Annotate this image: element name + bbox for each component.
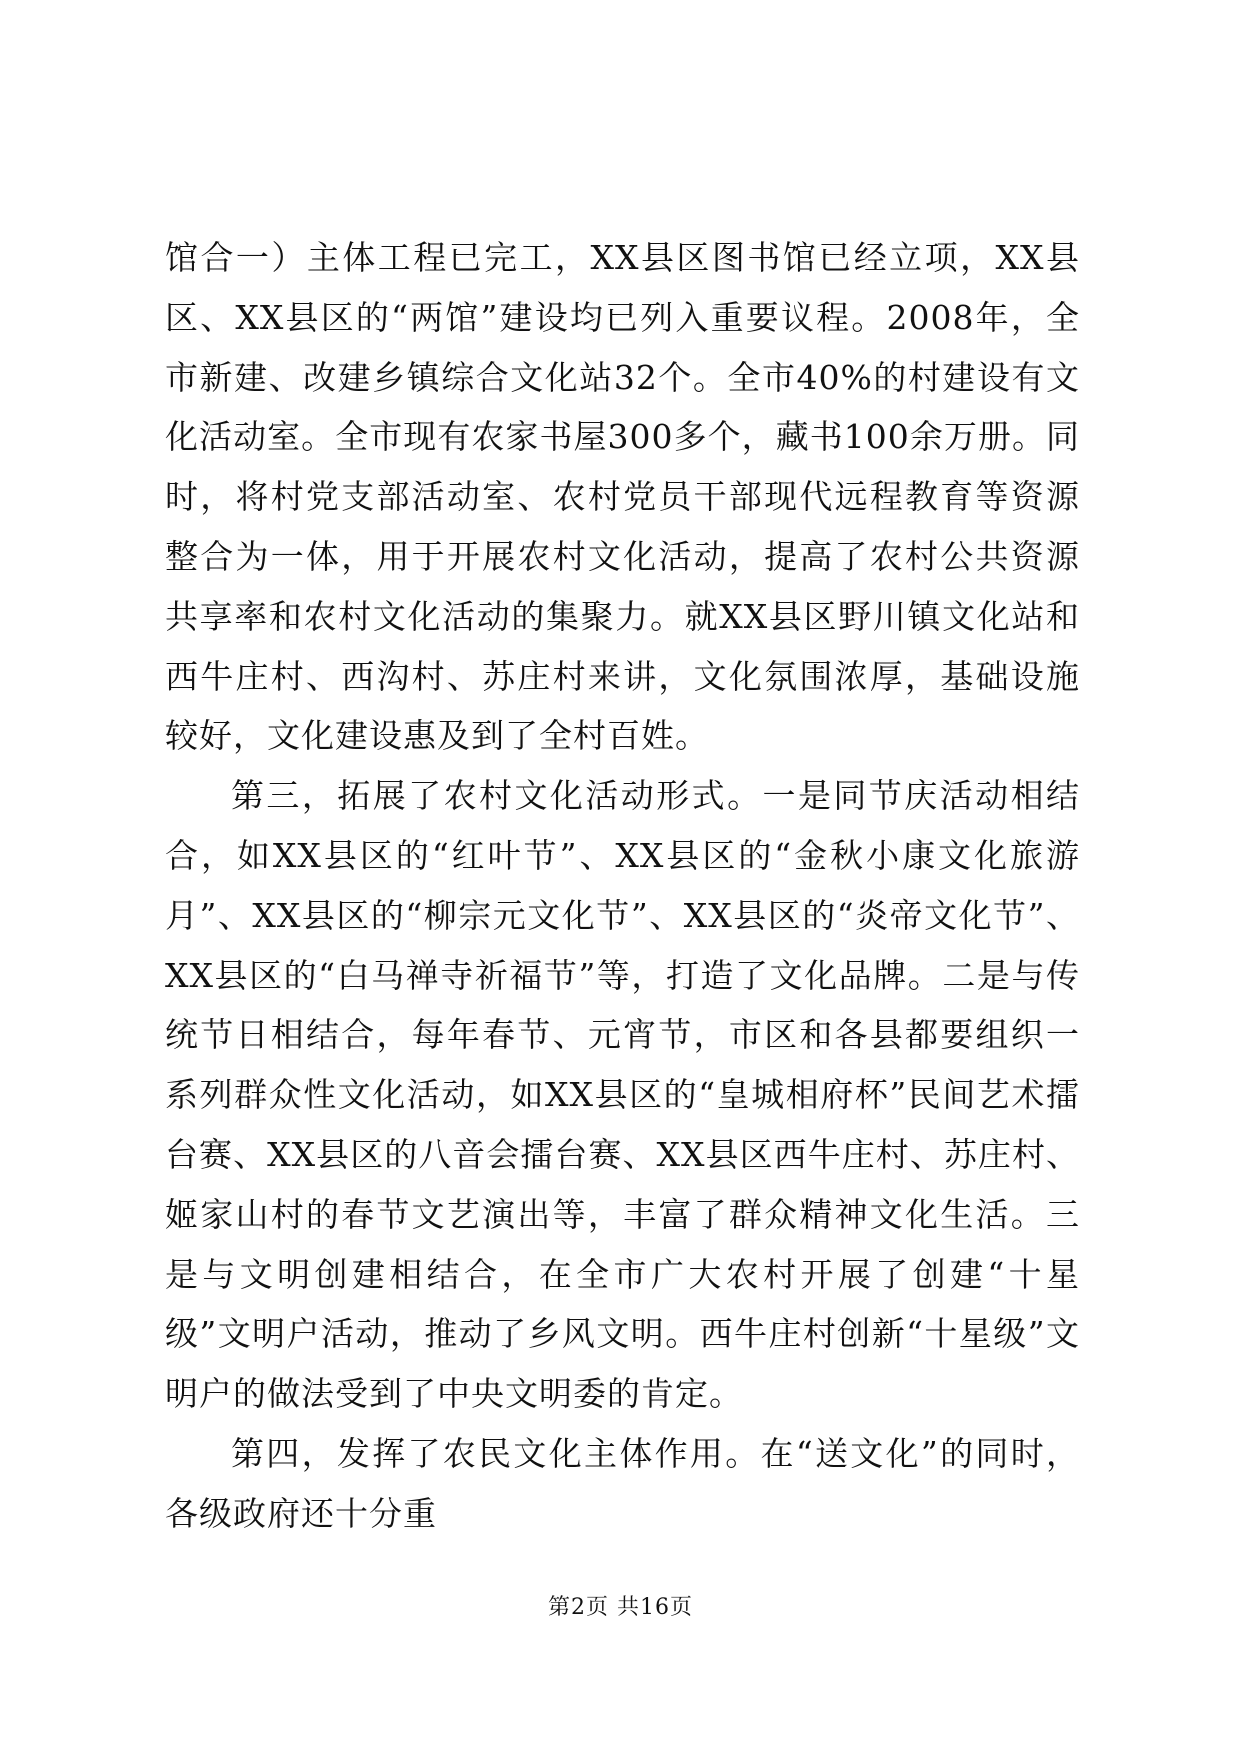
body-text	[165, 228, 1080, 1544]
paragraph-continuation: 馆合一）主体工程已完工，XX县区图书馆已经立项，XX县区、XX县区的“两馆”建设均已列入重要议程。2008年，全市新建、改建乡镇综合文化站32个。全市40%的村建设有文化活动室。全市现有农家书屋300多个，藏书100余万册。同时，将村党支部活动室、农村党员干部现代远程教育等资源整合为一体，用于开展农村文化活动，提高了农村公共资源共享率和农村文化活动的集聚力。就XX县区野川镇文化站和西牛庄村、西沟村、苏庄村来讲，文化氛围浓厚，基础设施较好，文化建设惠及到了全村百姓。	[165, 238, 1080, 756]
paragraph-fourth-point: 第四，发挥了农民文化主体作用。在“送文化”的同时，各级政府还十分重	[165, 1433, 1080, 1533]
paragraph-third-point: 第三，拓展了农村文化活动形式。一是同节庆活动相结合，如XX县区的“红叶节”、XX县区的“金秋小康文化旅游月”、XX县区的“柳宗元文化节”、XX县区的“炎帝文化节”、XX县区的“白马禅寺祈福节”等，打造了文化品牌。二是与传统节日相结合，每年春节、元宵节，市区和各县都要组织一系列群众性文化活动，如XX县区的“皇城相府杯”民间艺术擂台赛、XX县区的八音会擂台赛、XX县区西牛庄村、苏庄村、姬家山村的春节文艺演出等，丰富了群众精神文化生活。三是与文明创建相结合，在全市广大农村开展了创建“十星级”文明户活动，推动了乡风文明。西牛庄村创新“十星级”文明户的做法受到了中央文明委的肯定。	[165, 776, 1080, 1414]
page-number-footer: 第2页 共16页	[548, 1595, 693, 1620]
